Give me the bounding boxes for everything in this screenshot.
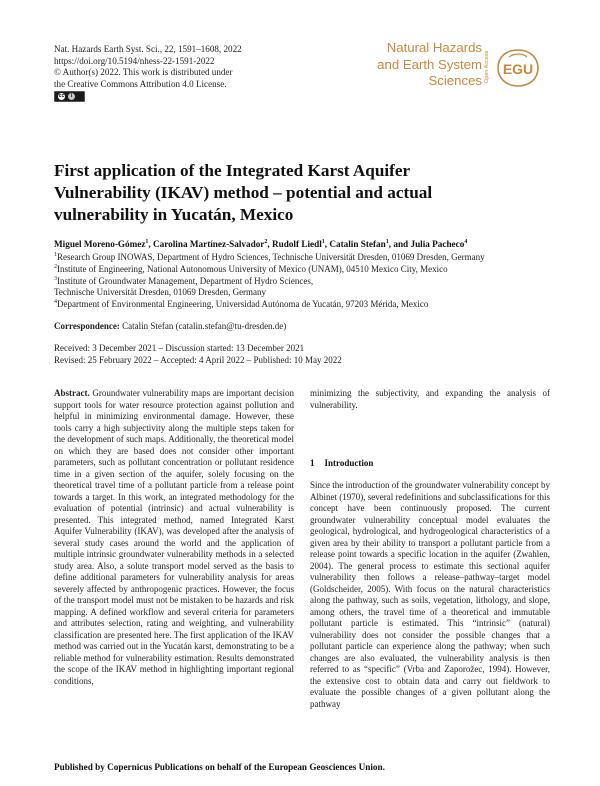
dates-line-1: Received: 3 December 2021 – Discussion started: 13 December 2021 <box>54 343 305 353</box>
copyright-line: © Author(s) 2022. This work is distributed under <box>54 67 233 78</box>
journal-name-line1: Natural Hazards <box>386 40 482 55</box>
dates-line-2: Revised: 25 February 2022 – Accepted: 4 April 2022 – Published: 10 May 2022 <box>54 354 342 365</box>
egu-logo-icon <box>496 48 540 88</box>
journal-name <box>372 40 482 90</box>
correspondence-label: Correspondence: <box>54 321 120 331</box>
journal-name-line2: and Earth System <box>377 56 482 72</box>
affiliation-4: $^4$Department of Environmental Engineering, Universidad Autónoma de Yucatán, 97203 Mérida, Mexico <box>54 299 429 310</box>
correspondence <box>54 320 554 332</box>
cc-license-badge[interactable] <box>54 91 85 102</box>
affiliation-3-cont: Technische Universität Dresden, 01069 Dresden, Germany <box>54 287 267 298</box>
author-name: Miguel Moreno-Gómez <box>54 239 146 249</box>
open-access-label: Open Access <box>484 50 490 84</box>
author-name: Julia Pacheco <box>410 239 465 249</box>
introduction-text: Since the introduction of the groundwater vulnerability concept by Albinet (1970), several redefinitions and subclassifications for this concept have been continuously proposed. The current groundwater vulnerability conceptual model evaluates the geological, hydrological, and hydrogeological characteristics of a given area by their ability to transport a pollutant particle from a release point towards a specific location in the aquifer (Zwahlen, 2004). The general process to estimate this sectional aquifer vulnerability then follows a release–pathway–target model (Goldscheider, 2005). With focus on the natural characteristics along the pathway, such as soils, vegetation, lithology, and slope, among others, the travel time of a theoretical and immutable pollutant particle is estimated. This “intrinsic” (natural) vulnerability does not consider the possible changes that a pollutant particle can experience along the pathway; when such changes are also evaluated, the vulnerability analysis is then referred to as “specific” (Vrba and Zaporožec, 1994). However, the extensive cost to obtain data and carry out fieldwork to evaluate the possible changes of a given pollutant along the pathway <box>310 480 550 709</box>
attribution-icon: i <box>68 93 75 100</box>
doi-link[interactable]: https://doi.org/10.5194/nhess-22-1591-2022 <box>54 55 215 66</box>
abstract-continuation: minimizing the subjectivity, and expanding the analysis of vulnerability. <box>310 388 550 410</box>
affiliations <box>54 252 554 311</box>
author-name: Catalin Stefan <box>329 239 386 249</box>
license-line: the Creative Commons Attribution 4.0 License. <box>54 78 227 89</box>
citation-line: Nat. Hazards Earth Syst. Sci., 22, 1591–1608, 2022 <box>54 44 242 54</box>
affiliation-2: $^2$Institute of Engineering, National Autonomous University of Mexico (UNAM), 04510 Mexico City, Mexico <box>54 263 448 274</box>
egu-logo-text: EGU <box>502 61 534 77</box>
publisher-footer: Published by Copernicus Publications on behalf of the European Geosciences Union. <box>54 762 385 772</box>
author-name: Rudolf Liedl <box>271 239 322 249</box>
correspondence-email[interactable]: Catalin Stefan (catalin.stefan@tu-dresden.de) <box>122 321 287 331</box>
journal-name-line3: Sciences <box>428 73 482 89</box>
publication-dates <box>54 343 554 366</box>
section-heading: 1 Introduction <box>310 458 374 468</box>
paper-title: First application of the Integrated Karst Aquifer Vulnerability (IKAV) method – potential and actual vulnerability in Yucatán, Mexico <box>54 161 433 224</box>
author-list: Miguel Moreno-Gómez$^1$, Carolina Martínez-Salvador$^2$, Rudolf Liedl$^1$, Catalin Stefan$^1$, and Julia Pacheco$^4$ <box>54 238 468 249</box>
affiliation-1: $^1$Research Group INOWAS, Department of Hydro Sciences, Technische Universität Dresden, 01069 Dresden, Germany <box>54 252 485 262</box>
cc-icon: cc <box>58 93 65 99</box>
abstract-text: Groundwater vulnerability maps are important decision support tools for water resource protection against pollution and helpful in minimizing environmental damage. However, these tools carry a high subjectivity along the multiple steps taken for the development of such maps. Additionally, the theoretical model on which they are based does not consider other important parameters, such as pollutant concentration or pollutant residence time in a given section of the aquifer, solely focusing on the theoretical travel time of a pollutant particle from a release point towards a target. In this work, an integrated methodology for the evaluation of potential (intrinsic) and actual vulnerability is presented. This integrated method, named Integrated Karst Aquifer Vulnerability (IKAV), was developed after the analysis of several study cases around the world and the application of multiple intrinsic groundwater vulnerability methods in a selected study area. Also, a solute transport model served as the basis to define additional parameters for vulnerability analysis for areas severely affected by anthropogenic practices. However, the focus of the transport model must not be mistaken to be hazards and risk mapping. A defined workflow and several criteria for parameters and attributes selection, rating and weighting, and vulnerability classification are presented here. The first application of the IKAV method was carried out in the Yucatán karst, demonstrating to be a reliable method for vulnerability estimation. Results demonstrated the scope of the IKAV method in highlighting important regional conditions, <box>54 388 294 686</box>
abstract-label: Abstract. <box>54 388 90 398</box>
abstract <box>54 388 294 687</box>
journal-citation-header <box>54 44 294 90</box>
affiliation-3: $^3$Institute of Groundwater Management, Department of Hydro Sciences, <box>54 275 314 286</box>
author-name: Carolina Martínez-Salvador <box>153 239 265 249</box>
